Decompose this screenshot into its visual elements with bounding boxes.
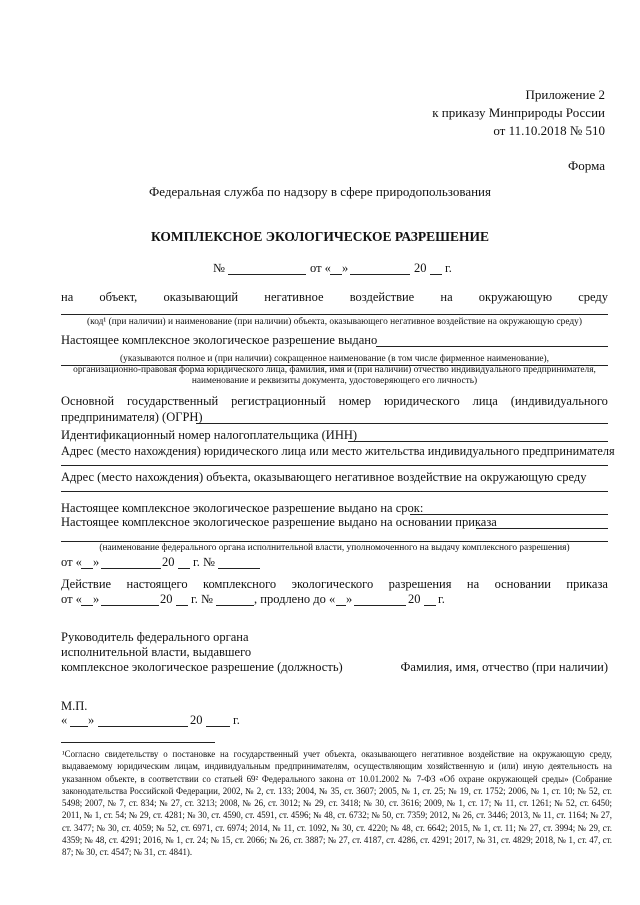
object-word: на bbox=[61, 290, 74, 304]
validity-no-label: г. № bbox=[191, 592, 213, 606]
stamp-quote-open: « bbox=[61, 713, 68, 727]
authority-field-line bbox=[61, 541, 608, 542]
year-suffix: г. bbox=[445, 261, 452, 275]
object-word: воздействие bbox=[349, 290, 415, 304]
object-word: негативное bbox=[264, 290, 324, 304]
validity-day-line bbox=[81, 605, 93, 606]
number-field-line bbox=[228, 274, 306, 275]
order-date: от 11.10.2018 № 510 bbox=[493, 123, 605, 138]
number-sign: № bbox=[213, 261, 225, 275]
extended-month-line bbox=[354, 605, 406, 606]
order-from-label: от « bbox=[61, 555, 82, 569]
object-caption: (код¹ (при наличии) и наименование (при наличии) объекта, оказывающего негативное воздействие на окружающую среду) bbox=[87, 317, 582, 327]
stamp-year-prefix: 20 bbox=[190, 713, 203, 727]
ogrn-word: регистрационный bbox=[231, 394, 326, 408]
form-label: Форма bbox=[568, 158, 605, 173]
object-word: окружающую bbox=[478, 290, 553, 304]
year-prefix: 20 bbox=[414, 261, 427, 275]
extended-quote-close: » bbox=[346, 592, 353, 606]
ogrn-line bbox=[61, 394, 608, 409]
object-field-line bbox=[61, 314, 608, 315]
month-field-line bbox=[350, 274, 410, 275]
issued-to-label: Настоящее комплексное экологическое разрешение выдано bbox=[61, 333, 378, 347]
legal-address-label: Адрес (место нахождения) юридического лица или место жительства индивидуального предпринимателя bbox=[61, 444, 615, 458]
validity-word: на bbox=[466, 577, 480, 591]
legal-address-field-line bbox=[61, 465, 608, 466]
stamp-year-line bbox=[206, 726, 230, 727]
inn-field-line bbox=[348, 441, 608, 442]
ogrn-word: юридического bbox=[383, 394, 460, 408]
year-field-line bbox=[430, 274, 442, 275]
quote-close: » bbox=[342, 261, 349, 275]
validity-from-label: от « bbox=[61, 592, 82, 606]
ogrn-word: Основной bbox=[61, 394, 115, 408]
object-word: на bbox=[440, 290, 453, 304]
appendix-label: Приложение 2 bbox=[525, 87, 605, 102]
stamp-quote-close: » bbox=[88, 713, 95, 727]
stamp-year-suffix: г. bbox=[233, 713, 240, 727]
ogrn-field-line bbox=[196, 423, 608, 424]
inn-label: Идентификационный номер налогоплательщика (ИНН) bbox=[61, 428, 358, 442]
order-year-line bbox=[178, 568, 190, 569]
order-month-line bbox=[101, 568, 161, 569]
footnote-text: ¹Согласно свидетельству о постановке на государственный учет объекта, оказывающего негативное воздействие на окружающую среду, выдаваемому юридическим лицам, индивидуальным предпринимателям, осуществляющим хозяйственную и (или) иную деятельность на указанном объекте, в соответствии со статьей 69² Федерального закона от 10.01.2002 № 7-ФЗ «Об охране окружающей среды» (Собрание законодательства Российской Федерации, 2002, № 2, ст. 133; 2004, № 35, ст. 3607; 2005, № 1, ст. 25; № 19, ст. 1752; 2006, № 1, ст. 10; № 52, ст. 5498; 2007, № 7, ст. 834; № 27, ст. 3213; 2008, № 26, ст. 3012; № 29, ст. 3418; № 30, ст. 3616; 2009, № 1, ст. 17; № 11, ст. 1261; № 52, ст. 6450; 2011, № 1, ст. 54; № 29, ст. 4281; № 30, ст. 4590, ст. 4591, ст. 4596; № 48, ст. 6732; № 50, ст. 7359; 2012, № 26, ст. 3446; 2013, № 11, ст. 1164; № 27, ст. 3477; № 30, ст. 4059; № 52, ст. 6971, ст. 6974; 2014, № 11, ст. 1092, № 30, ст. 4220; № 48, ст. 6642; 2015, № 1, ст. 11; № 27, ст. 3994; № 29, ст. 4359; № 48, ст. 4291; 2016, № 1, ст. 24; № 15, ст. 2066; № 26, ст. 3887; № 27, ст. 4187, ст. 4286, ст. 4291; 2017, № 31, ст. 4829; 2018, № 1, ст. 47, ст. 87; № 30, ст. 4547; № 31, ст. 4841). bbox=[62, 749, 612, 858]
object-word: оказывающий bbox=[163, 290, 239, 304]
basis-label: Настоящее комплексное экологическое разрешение выдано на основании приказа bbox=[61, 515, 497, 529]
extended-year-line bbox=[424, 605, 436, 606]
term-label: Настоящее комплексное экологическое разрешение выдано на срок: bbox=[61, 501, 424, 515]
extended-year-suffix: г. bbox=[438, 592, 445, 606]
ogrn-word: (индивидуального bbox=[510, 394, 608, 408]
validity-word: Действие bbox=[61, 577, 112, 591]
issued-caption-3: наименование и реквизиты документа, удостоверяющего его личность) bbox=[191, 376, 478, 386]
document-title: КОМПЛЕКСНОЕ ЭКОЛОГИЧЕСКОЕ РАЗРЕШЕНИЕ bbox=[150, 229, 490, 244]
validity-year-line bbox=[176, 605, 188, 606]
object-word: среду bbox=[578, 290, 608, 304]
extended-year-prefix: 20 bbox=[408, 592, 421, 606]
issued-to-field-line bbox=[376, 346, 608, 347]
ogrn-word: номер bbox=[338, 394, 372, 408]
validity-word: основании bbox=[494, 577, 551, 591]
issued-caption-2: организационно-правовая форма юридического лица, фамилия, имя и (при наличии) отчество индивидуального предпринимателя, bbox=[73, 365, 596, 375]
validity-word: разрешения bbox=[388, 577, 452, 591]
stamp-month-line bbox=[98, 726, 188, 727]
validity-quote-close: » bbox=[93, 592, 100, 606]
order-number-line bbox=[218, 568, 260, 569]
validity-month-line bbox=[101, 605, 159, 606]
signature-position: комплексное экологическое разрешение (должность) bbox=[61, 660, 343, 674]
order-year-prefix: 20 bbox=[162, 555, 175, 569]
validity-year-prefix: 20 bbox=[160, 592, 173, 606]
ogrn-word: государственный bbox=[126, 394, 219, 408]
signature-line-2: исполнительной власти, выдавшего bbox=[61, 645, 252, 659]
order-day-line bbox=[81, 568, 93, 569]
issued-caption-1: (указываются полное и (при наличии) сокращенное наименование (в том числе фирменное наименование), bbox=[120, 354, 549, 364]
stamp-label: М.П. bbox=[61, 699, 88, 713]
validity-word: настоящего bbox=[126, 577, 188, 591]
basis-field-line bbox=[476, 528, 608, 529]
object-address-label: Адрес (место нахождения) объекта, оказывающего негативное воздействие на окружающую среду bbox=[61, 470, 587, 484]
validity-extended-label: , продлено до « bbox=[254, 592, 336, 606]
agency-name: Федеральная служба по надзору в сфере природопользования bbox=[149, 184, 491, 199]
validity-number-line bbox=[216, 605, 254, 606]
stamp-day-line bbox=[70, 726, 88, 727]
footnote-separator bbox=[61, 742, 215, 743]
validity-word: экологического bbox=[291, 577, 374, 591]
object-address-field-line bbox=[61, 491, 608, 492]
ogrn-label: предпринимателя) (ОГРН) bbox=[61, 410, 203, 424]
order-quote-close: » bbox=[93, 555, 100, 569]
object-line bbox=[61, 290, 608, 305]
validity-word: комплексного bbox=[203, 577, 277, 591]
extended-day-line bbox=[336, 605, 346, 606]
signature-full-name: Фамилия, имя, отчество (при наличии) bbox=[400, 660, 608, 674]
authority-caption: (наименование федерального органа исполнительной власти, уполномоченного на выдачу комплексного разрешения) bbox=[99, 543, 570, 553]
order-no-label: г. № bbox=[193, 555, 215, 569]
number-from-label: от « bbox=[310, 261, 331, 275]
ogrn-word: лица bbox=[472, 394, 498, 408]
validity-line bbox=[61, 577, 608, 592]
validity-word: приказа bbox=[566, 577, 608, 591]
object-word: объект, bbox=[99, 290, 138, 304]
day-field-line bbox=[330, 274, 342, 275]
signature-line-1: Руководитель федерального органа bbox=[61, 630, 249, 644]
order-reference: к приказу Минприроды России bbox=[432, 105, 605, 120]
